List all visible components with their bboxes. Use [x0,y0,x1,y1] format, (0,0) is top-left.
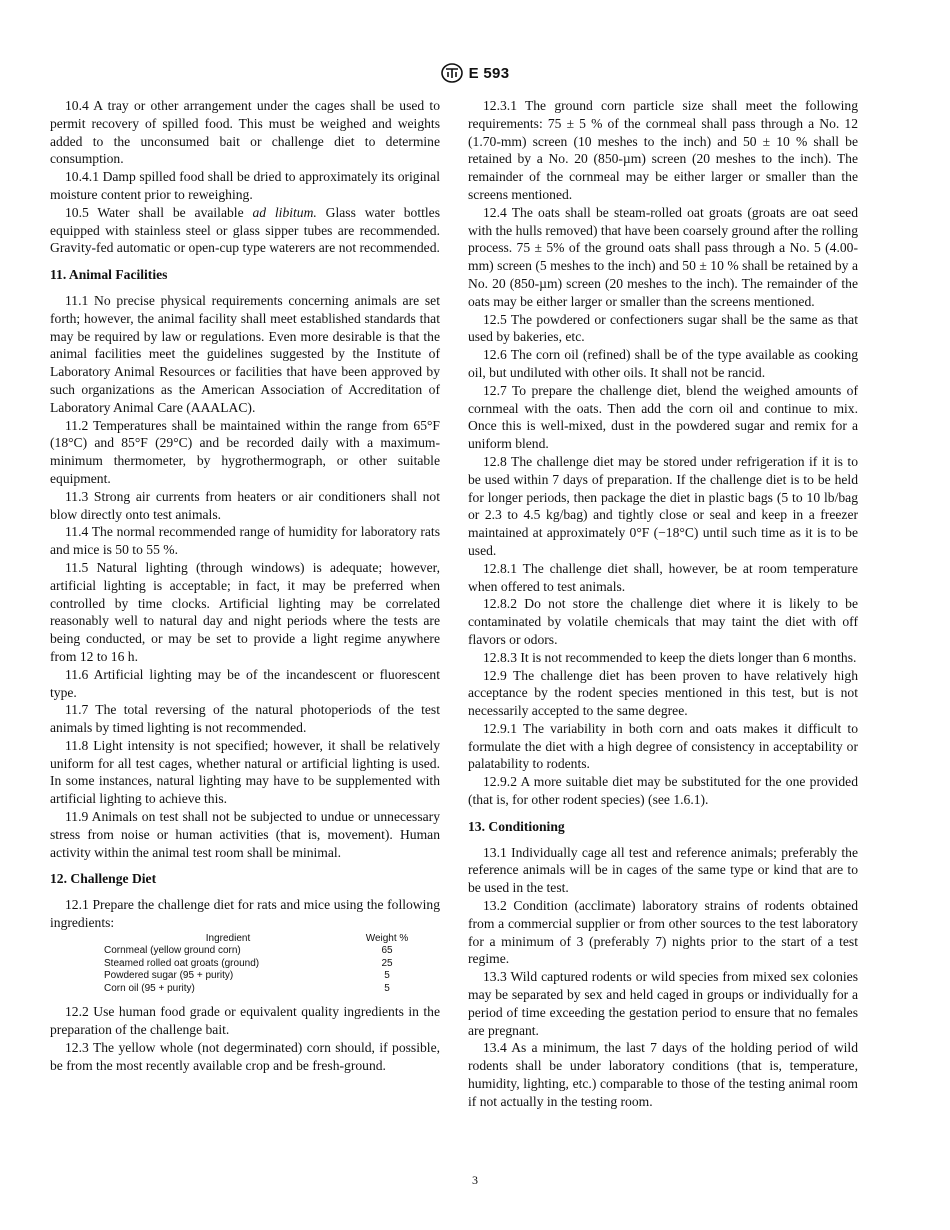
paragraph-13-1: 13.1 Individually cage all test and reference animals; preferably the reference animals will be in cages of the same type or kind that are to be used in the test. [468,844,858,896]
paragraph-11-1: 11.1 No precise physical requirements concerning animals are set forth; however, the animal facility shall meet established standards that may be required by law or regulations. Even more desirable is that the animal facilities meet the guidelines suggested by the Institute of Laboratory Animal Resources or facilities that have been approved by such organizations as the American Association of Accreditation of Laboratory Animal Care (AAALAC). [50,292,440,415]
paragraph-10-4: 10.4 A tray or other arrangement under the cages shall be used to permit recovery of spilled food. This must be weighed and weights added to the unconsumed bait or challenge diet to determine consumption. [50,98,440,167]
table-row [104,983,422,996]
paragraph-11-3: 11.3 Strong air currents from heaters or air conditioners shall not blow directly onto test animals. [50,488,440,522]
paragraph-13-2: 13.2 Condition (acclimate) laboratory strains of rodents obtained from a commercial supplier or from other sources to the test laboratory for a minimum of 3 (preferably 7) nights prior to the start of a test regime. [468,898,858,967]
table-row [104,945,422,958]
paragraph-11-2: 11.2 Temperatures shall be maintained within the range from 65°F (18°C) and 85°F (29°C) and be recorded daily with a maximum-minimum thermometer, by hygrothermograph, or other suitable equipment. [50,417,440,486]
paragraph-12-7: 12.7 To prepare the challenge diet, blend the weighed amounts of cornmeal with the oats. Then add the corn oil and continue to mix. Once this is well-mixed, dust in the powdered sugar and remix for a uniform blend. [468,382,858,452]
ingredient-name: Steamed rolled oat groats (ground) [104,957,260,969]
paragraph-12-8: 12.8 The challenge diet may be stored under refrigeration if it is to be used within 7 days of preparation. If the challenge diet is to be held for longer periods, then package the diet in plastic bags (5 to 10 lb/bag or 2.3 to 4.5 kg/bag) and tightly close or seal and keep in a freezer maintained at approximately 0°F (−18°C) until such time as it is to be used. [468,453,858,558]
paragraph-10-5-text-b: Glass water bottles equipped with stainless steel or glass sipper tubes are recommended. Gravity-fed automatic or open-cup type waterers are not recommended. [50,204,440,256]
paragraph-12-6: 12.6 The corn oil (refined) shall be of the type available as cooking oil, but undiluted with other oils. It shall not be rancid. [468,347,858,380]
section-heading-11: 11. Animal Facilities [50,267,168,283]
paragraph-11-8: 11.8 Light intensity is not specified; however, it shall be relatively uniform for all test cages, whether natural or artificial lighting is used. In some instances, natural lighting may have to be supplemented with artificial lighting to achieve this. [50,737,440,807]
left-column [50,97,440,1075]
section-heading-12: 12. Challenge Diet [50,871,157,887]
section-heading-13: 13. Conditioning [468,818,565,834]
paragraph-11-6: 11.6 Artificial lighting may be of the incandescent or fluorescent type. [50,666,440,700]
ingredient-weight: 65 [381,945,393,957]
page-number: 3 [472,1173,478,1187]
standard-number: E 593 [468,64,510,82]
paragraph-12-8-3: 12.8.3 It is not recommended to keep the diets longer than 6 months. [483,649,857,665]
ingredient-weight: 25 [381,957,393,969]
paragraph-11-7: 11.7 The total reversing of the natural photoperiods of the test animals by timed lighting is not recommended. [50,702,440,736]
paragraph-12-1: 12.1 Prepare the challenge diet for rats and mice using the following ingredients: [50,897,440,931]
ingredient-name: Powdered sugar (95 + purity) [104,970,234,982]
paragraph-10-5-text-a: 10.5 Water shall be available [65,204,253,220]
ingredient-weight: 5 [384,970,390,982]
column-header-ingredient: Ingredient [205,932,251,944]
paragraph-10-5-italic: ad libitum. [252,204,317,220]
right-column [468,97,858,1111]
paragraph-11-4: 11.4 The normal recommended range of humidity for laboratory rats and mice is 50 to 55 %. [50,524,440,558]
table-row [104,958,422,971]
astm-logo-icon [441,63,463,83]
paragraph-11-5: 11.5 Natural lighting (through windows) is adequate; however, artificial lighting is acceptable; in fact, it may be preferred when controlled by time clocks. Artificial lighting may be correlated reasonably well to natural day and night periods where the tests are being conducted, or may be set to provide a light regime anywhere from 12 to 16 h. [50,559,440,664]
paragraph-10-4-1: 10.4.1 Damp spilled food shall be dried to approximately its original moisture content prior to reweighing. [50,169,440,202]
paragraph-10-5 [50,204,440,257]
ingredients-table [104,933,422,996]
ingredient-name: Corn oil (95 + purity) [104,982,195,994]
paragraph-12-3: 12.3 The yellow whole (not degerminated) corn should, if possible, be from the most recently available crop and be fresh-ground. [50,1039,440,1073]
paragraph-12-5: 12.5 The powdered or confectioners sugar shall be the same as that used by bakeries, etc. [468,311,858,345]
paragraph-12-8-1: 12.8.1 The challenge diet shall, however, be at room temperature when offered to test animals. [468,560,858,594]
paragraph-12-4: 12.4 The oats shall be steam-rolled oat groats (groats are oat seed with the hulls removed) that have been coarsely ground after the rolling process. 75 ± 5% of the ground oats shall pass through a No. 5 (4.00-mm) screen (5 meshes to the inch) and 50 ± 10 % shall be retained by a No. 20 (850-µm) screen (20 meshes to the inch). The remainder of the oats may be either larger or smaller than the screens mentioned. [468,204,858,309]
paragraph-12-3-1: 12.3.1 The ground corn particle size shall meet the following requirements: 75 ± 5 % of the cornmeal shall pass through a No. 12 (1.70-mm) screen (10 meshes to the inch) and 50 ± 10 % shall be retained by a No. 20 (850-µm) screen (20 meshes to the inch). The remainder of the cornmeal may be either larger or smaller than the screens mentioned. [468,98,858,202]
ingredient-weight: 5 [384,982,390,994]
paragraph-11-9: 11.9 Animals on test shall not be subjected to undue or unnecessary stress from noise or human activities (that is, movement). Human activity within the animal test room shall be minimal. [50,809,440,860]
paragraph-12-2: 12.2 Use human food grade or equivalent quality ingredients in the preparation of the challenge bait. [50,1004,440,1038]
table-header-row [104,933,422,946]
paragraph-12-9: 12.9 The challenge diet has been proven to have relatively high acceptance by the rodent species mentioned in this test, but is not necessarily accepted to the same degree. [468,667,858,719]
paragraph-12-9-1: 12.9.1 The variability in both corn and oats makes it difficult to formulate the diet with a high degree of consistency in acceptability or palatability to rodents. [468,720,858,772]
paragraph-12-8-2: 12.8.2 Do not store the challenge diet where it is likely to be contaminated by volatile chemicals that may taint the diet with off flavors or odors. [468,596,858,647]
paragraph-12-9-2: 12.9.2 A more suitable diet may be substituted for the one provided (that is, for other rodent species) (see 1.6.1). [468,774,858,808]
ingredient-name: Cornmeal (yellow ground corn) [104,945,241,957]
page-header [0,63,950,83]
table-row [104,970,422,983]
paragraph-13-3: 13.3 Wild captured rodents or wild species from mixed sex colonies may be separated by sex and held caged in groups or individually for a period of time exceeding the gestation period to ensure that no females are pregnant. [468,969,858,1038]
paragraph-13-4: 13.4 As a minimum, the last 7 days of the holding period of wild rodents shall be under laboratory conditions (that is, temperature, humidity, lighting, etc.) comparable to those of the testing animal room if not actually in the testing room. [468,1040,858,1109]
column-header-weight: Weight % [365,932,409,944]
